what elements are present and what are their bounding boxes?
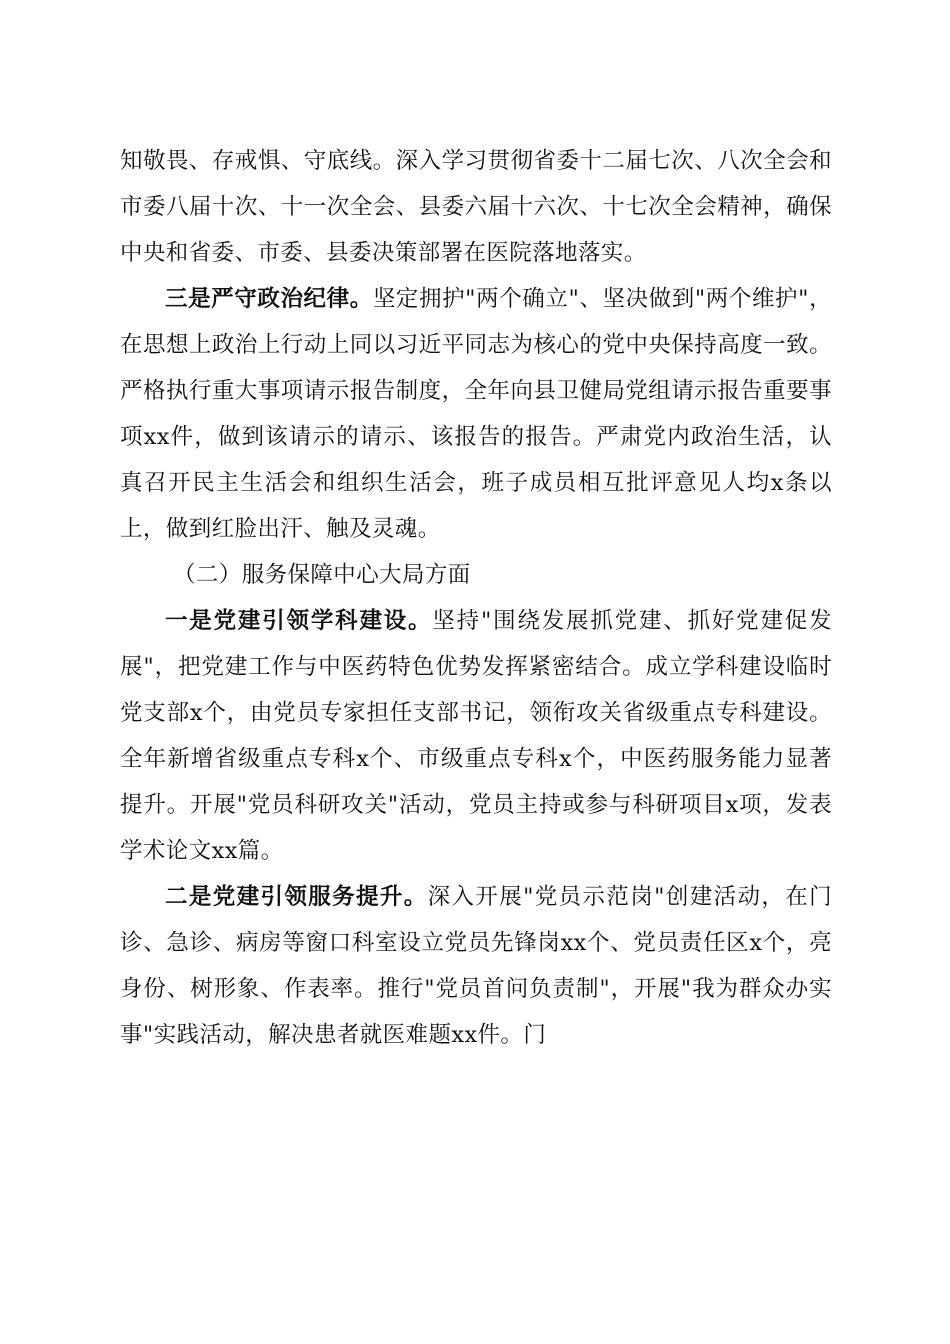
paragraph-lead: 二是党建引领服务提升。 [165,884,428,910]
paragraph-text: 深入开展"党员示范岗"创建活动，在门诊、急诊、病房等窗口科室设立党员先锋岗xx个、党员责任区x个，亮身份、树形象、作表率。推行"党员首问负责制"，开展"我为群众办实事"实践活动，解决患者就医难题xx件。门 [120,884,832,1048]
paragraph-political-discipline [120,276,832,552]
paragraph-text: 知敬畏、存戒惧、守底线。深入学习贯彻省委十二届七次、八次全会和市委八届十次、十一次全会、县委六届十六次、十七次全会精神，确保中央和省委、市委、县委决策部署在医院落地落实。 [120,148,832,266]
paragraph-discipline-building [120,598,832,874]
section-heading: （二）服务保障中心大局方面 [173,562,471,588]
paragraph-lead: 三是严守政治纪律。 [165,286,373,312]
document-body [120,138,832,1058]
paragraph-service-improvement [120,874,832,1058]
paragraph-text: 坚定拥护"两个确立"、坚决做到"两个维护"，在思想上政治上行动上同以习近平同志为核心的党中央保持高度一致。严格执行重大事项请示报告制度，全年向县卫健局党组请示报告重要事项xx件，做到该请示的请示、该报告的报告。严肃党内政治生活，认真召开民主生活会和组织生活会，班子成员相互批评意见人均x条以上，做到红脸出汗、触及灵魂。 [120,286,832,542]
paragraph-text: 坚持"围绕发展抓党建、抓好党建促发展"，把党建工作与中医药特色优势发挥紧密结合。成立学科建设临时党支部x个，由党员专家担任支部书记，领衔攻关省级重点专科建设。全年新增省级重点专科x个、市级重点专科x个，中医药服务能力显著提升。开展"党员科研攻关"活动，党员主持或参与科研项目x项，发表学术论文xx篇。 [120,608,832,864]
paragraph-continuation [120,138,832,276]
paragraph-lead: 一是党建引领学科建设。 [165,608,433,634]
